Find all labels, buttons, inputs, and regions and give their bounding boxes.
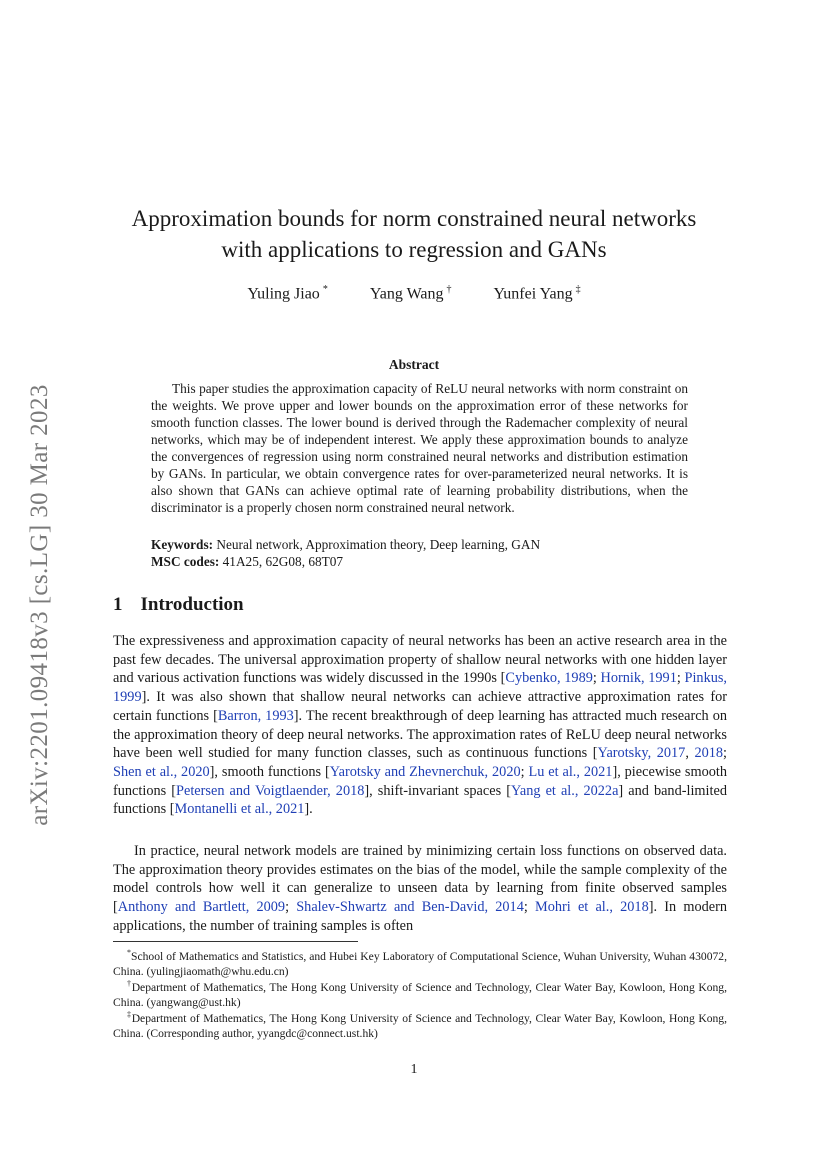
citation-link[interactable]: Lu et al., 2021 [528, 763, 613, 780]
footnote-3-text: Department of Mathematics, The Hong Kong University of Science and Technology, Clear Water Bay, Kowloon, Hong Kong, China. (Corresponding author, yyangdc@connect.ust.hk) [113, 1011, 727, 1041]
paragraph-text: ], piecewise smooth functions [ [113, 763, 728, 799]
arxiv-identifier: arXiv:2201.09418v3 [cs.LG] 30 Mar 2023 [26, 384, 53, 826]
author-1: Yuling Jiao * [247, 284, 328, 303]
footnote-1 [113, 945, 727, 980]
section-heading [113, 594, 244, 616]
citation-link[interactable]: Anthony and Bartlett, 2009 [117, 899, 286, 916]
section-title: Introduction [140, 594, 244, 615]
citation-link[interactable]: 2018 [694, 745, 724, 762]
footnote-3 [113, 1007, 727, 1042]
paragraph-text: ; [723, 745, 728, 762]
footnote-3-mark: ‡ [127, 1010, 132, 1019]
footnote-2 [113, 976, 727, 1011]
page-number: 1 [410, 1062, 418, 1077]
paragraph-1 [113, 632, 727, 819]
paragraph-text: ]. [304, 801, 313, 818]
citation-link[interactable]: Mohri et al., 2018 [535, 899, 649, 916]
arxiv-stamp [18, 360, 62, 850]
paragraph-text: ], shift-invariant spaces [ [364, 782, 511, 799]
keywords-label: Keywords: [151, 537, 214, 552]
paragraph-text: ; [520, 763, 529, 780]
paragraph-text: ]. In modern applications, the number of training samples is often [113, 899, 728, 934]
paragraph-2 [113, 842, 727, 936]
paragraph-text: ; [592, 670, 601, 687]
paragraph-text: ] and band-limited functions [ [113, 782, 727, 818]
msc-text: 41A25, 62G08, 68T07 [222, 554, 344, 569]
citation-link[interactable]: Yang et al., 2022a [510, 782, 619, 799]
citation-link[interactable]: Montanelli et al., 2021 [174, 801, 305, 818]
title-line-2: with applications to regression and GANs [221, 237, 607, 262]
author-3-footnote-mark: ‡ [575, 284, 581, 295]
paragraph-text: ; [523, 899, 536, 916]
paragraph-text: In practice, neural network models are trained by minimizing certain loss functions on observed data. The approximation theory provides estimates on the bias of the model, while the sample complexity of the model controls how well it can generalize to unseen data by learning from finite observed samples [ [113, 843, 727, 916]
citation-link[interactable]: Cybenko, 1989 [505, 670, 593, 687]
citation-link[interactable]: Barron, 1993 [217, 707, 294, 724]
citation-link[interactable]: Yarotsky and Zhevnerchuk, 2020 [329, 763, 521, 780]
footnote-divider [113, 941, 358, 942]
author-list [100, 284, 728, 303]
paragraph-text: , [685, 745, 695, 762]
msc-label: MSC codes: [151, 554, 220, 569]
paragraph-text: ]. The recent breakthrough of deep learning has attracted much research on the approximation theory of deep neural networks. The approximation rates of ReLU deep neural networks have been well studied for many function classes, such as continuous functions [ [113, 707, 728, 762]
paragraph-text: ; [285, 899, 297, 916]
citation-link[interactable]: Shen et al., 2020 [113, 763, 210, 780]
title-line-1: Approximation bounds for norm constrained neural networks [131, 206, 697, 231]
citation-link[interactable]: Pinkus, 1999 [113, 670, 728, 706]
author-2: Yang Wang † [369, 284, 452, 303]
footnote-2-text: Department of Mathematics, The Hong Kong University of Science and Technology, Clear Water Bay, Kowloon, Hong Kong, China. (yangwang@ust.hk) [113, 980, 727, 1010]
paragraph-text: The expressiveness and approximation capacity of neural networks has been an active research area in the past few decades. The universal approximation property of shallow neural networks with one hidden layer and various activation functions was widely discussed in the 1990s [ [113, 633, 727, 687]
abstract-heading: Abstract [388, 357, 440, 372]
keywords-text: Neural network, Approximation theory, Deep learning, GAN [216, 537, 541, 552]
footnote-2-mark: † [127, 979, 132, 988]
citation-link[interactable]: Hornik, 1991 [600, 670, 677, 687]
citation-link[interactable]: Shalev-Shwartz and Ben-David, 2014 [296, 899, 524, 916]
author-1-footnote-mark: * [322, 284, 328, 295]
paper-title [100, 203, 728, 265]
abstract-text: This paper studies the approximation capacity of ReLU neural networks with norm constraint on the weights. We prove upper and lower bounds on the approximation error of these networks for smooth function classes. The lower bound is derived through the Rademacher complexity of neural networks, which may be of independent interest. We apply these approximation bounds to analyze the convergences of regression using norm constrained neural networks and distribution estimation by GANs. In particular, we obtain convergence rates for over-parameterized neural networks. It is also shown that GANs can achieve optimal rate of learning probability distributions, when the discriminator is a properly chosen norm constrained neural network. [151, 381, 688, 515]
paragraph-text: ; [676, 670, 685, 687]
author-3: Yunfei Yang ‡ [493, 284, 581, 303]
citation-link[interactable]: Petersen and Voigtlaender, 2018 [176, 782, 365, 799]
footnote-1-text: School of Mathematics and Statistics, and Hubei Key Laboratory of Computational Science, Wuhan University, Wuhan 430072, China. (yulingjiaomath@whu.edu.cn) [113, 949, 727, 979]
paragraph-text: ]. It was also shown that shallow neural networks can achieve attractive approximation rates for certain functions [ [113, 689, 727, 724]
citation-link[interactable]: Yarotsky, 2017 [597, 745, 686, 762]
msc-codes [151, 553, 688, 570]
footnote-1-mark: * [127, 948, 131, 957]
author-2-footnote-mark: † [446, 284, 452, 295]
keywords [151, 536, 688, 553]
section-number: 1 [113, 594, 123, 615]
paragraph-text: ], smooth functions [ [209, 763, 330, 780]
